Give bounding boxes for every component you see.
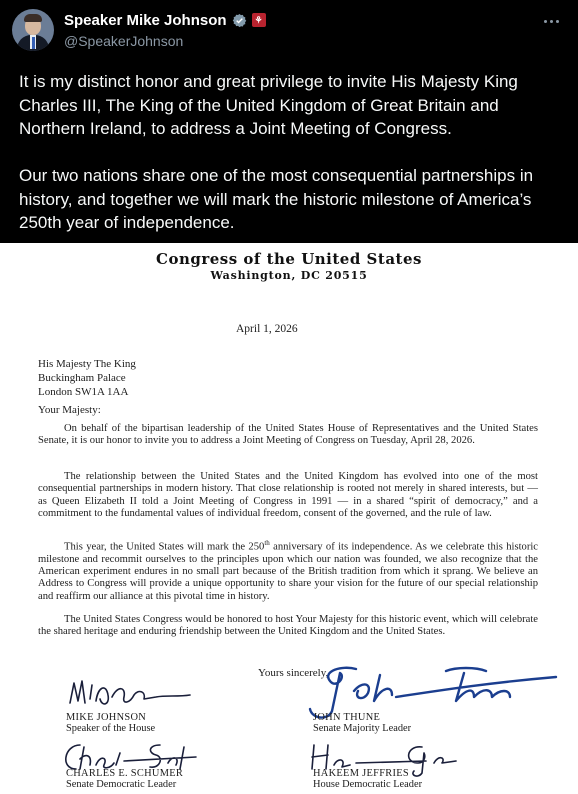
paragraph-text: This year, the United States will mark the 250 (64, 541, 265, 553)
signatory-block (66, 768, 183, 790)
signatory-title: Speaker of the House (66, 723, 156, 735)
signatory-title: House Democratic Leader (313, 779, 423, 791)
paragraph-text: On behalf of the bipartisan leadership of the United States House of Representatives and the United States Senate, it is our honor to invite you to address a Joint Meeting of Congress on Tuesday, April 28, 2026. (38, 423, 538, 447)
letter-paragraph (38, 471, 538, 520)
paragraph-text: The relationship between the United States and the United Kingdom has evolved into one of the most consequential partnerships in modern history. That close relationship is rooted not merely in shared interests, but — as Queen Elizabeth II told a Joint Meeting of Congress in 1991 — in a shared “spirit of democracy,” and a commitment to the fundamental values of individual freedom, consent of the governed, and the rule of law. (38, 471, 538, 519)
avatar-hair (24, 14, 42, 22)
house-seal-icon[interactable]: ⚘ (252, 13, 266, 27)
salutation: Your Majesty: (38, 404, 101, 416)
letter-image[interactable] (0, 243, 578, 794)
paragraph-text: anniversary of its independence. As we celebrate this historic milestone and recommit ourselves to the principles upon which our nation was founded, we also recognize that the American experiment endures in no small part because of the British tradition from which it sprang. We believe an Address to Congress will provide a unique opportunity to share your vision for the future of our special relationship and reaffirm our alliance at this pivotal time in history. (38, 541, 538, 602)
verified-badge-icon[interactable] (232, 13, 247, 28)
signature-johnson (66, 673, 196, 713)
more-options-icon[interactable] (542, 14, 562, 30)
letter-paragraph (38, 423, 538, 448)
letterhead-title: Congress of the United States (156, 250, 422, 268)
paragraph-text: The United States Congress would be honored to host Your Majesty for this historic event, which will celebrate the shared heritage and enduring friendship between the United Kingdom and the United States. (38, 614, 538, 638)
signatory-title: Senate Majority Leader (313, 723, 412, 735)
signatory-title: Senate Democratic Leader (66, 779, 177, 791)
ordinal-suffix: th (264, 539, 270, 547)
tweet-paragraph: Our two nations share one of the most consequential partnerships in history, and together we will mark the historic milestone of America’s 250th year of independence. (19, 166, 534, 232)
address-line: London SW1A 1AA (38, 386, 129, 398)
letter-closing: Yours sincerely, (258, 667, 329, 679)
address-line: Buckingham Palace (38, 372, 126, 384)
tweet-text (19, 70, 564, 258)
tweet-paragraph: It is my distinct honor and great privilege to invite His Majesty King Charles III, The King of the United Kingdom of Great Britain and Northern Ireland, to address a Joint Meeting of Congress. (19, 72, 518, 138)
address-line: His Majesty The King (38, 358, 136, 370)
author-row (64, 10, 266, 30)
recipient-address (38, 357, 136, 399)
signatory-name: MIKE JOHNSON (66, 712, 147, 723)
author-handle[interactable]: @SpeakerJohnson (64, 33, 184, 49)
signatory-block (66, 712, 155, 734)
author-display-name[interactable]: Speaker Mike Johnson (64, 11, 227, 29)
letterhead-city: Washington, DC 20515 (210, 269, 368, 282)
signatory-block (313, 712, 411, 734)
signatory-name: HAKEEM JEFFRIES (313, 768, 410, 779)
avatar[interactable] (12, 9, 54, 51)
avatar-tie (32, 37, 35, 49)
letter-date: April 1, 2026 (236, 323, 298, 335)
letter-paragraph (38, 614, 538, 639)
signatory-block (313, 768, 422, 790)
letter-paragraph (38, 537, 538, 603)
signatory-name: JOHN THUNE (313, 712, 381, 723)
signatory-name: CHARLES E. SCHUMER (66, 768, 184, 779)
tweet-header (0, 0, 578, 243)
